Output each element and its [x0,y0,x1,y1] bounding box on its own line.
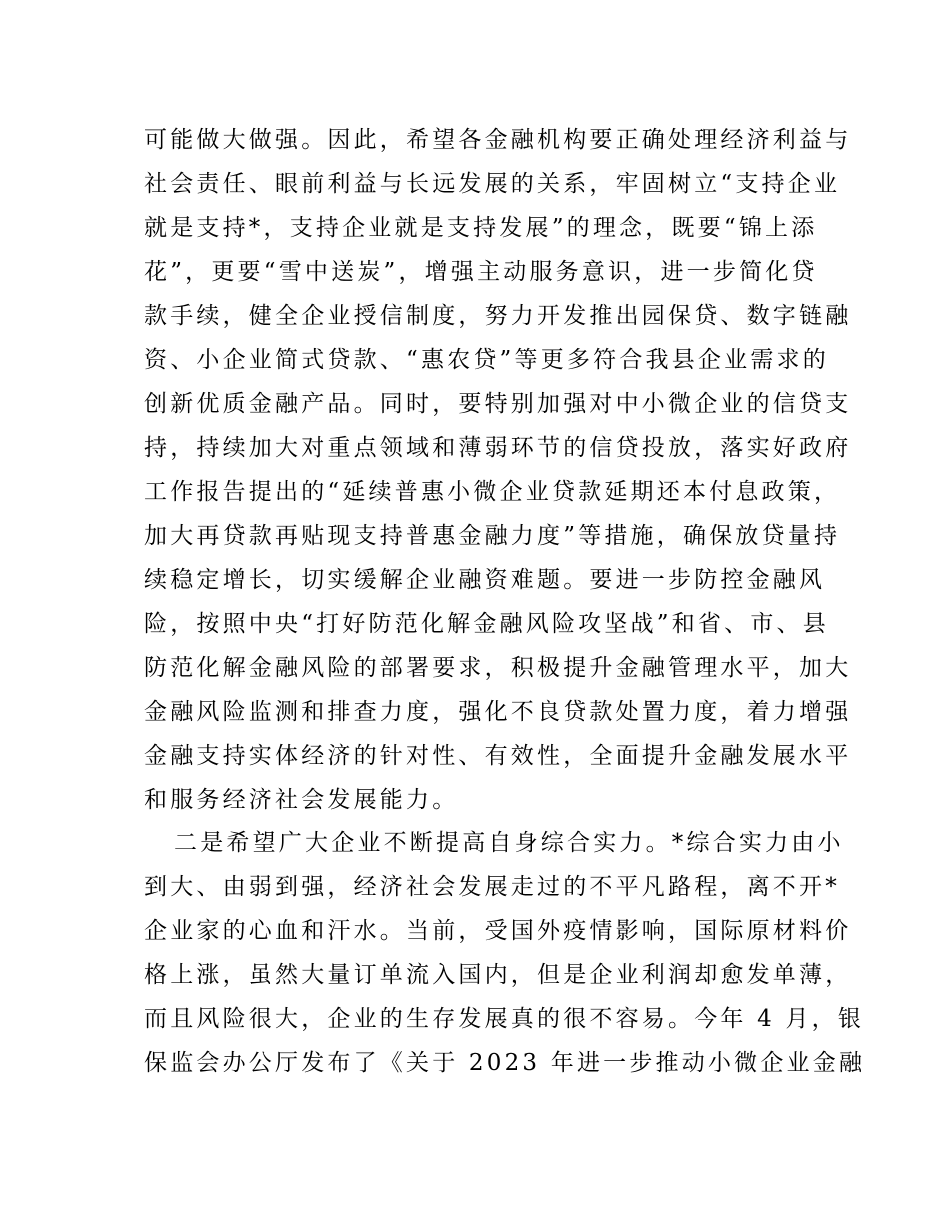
text-line: 而且风险很大，企业的生存发展真的很不容易。今年 4 月，银 [144,1006,865,1032]
text-line: 企业家的心血和汗水。当前，受国外疫情影响，国际原材料价 [144,918,852,944]
text-line: 防范化解金融风险的部署要求，积极提升金融管理水平，加大 [144,655,852,681]
text-line: 就是支持*，支持企业就是支持发展”的理念，既要“锦上添 [144,215,818,241]
text-line: 社会责任、眼前利益与长远发展的关系，牢固树立“支持企业 [144,171,841,197]
text-line: 二是希望广大企业不断提高自身综合实力。*综合实力由小 [174,830,844,856]
text-line: 工作报告提出的“延续普惠小微企业贷款延期还本付息政策， [144,479,841,505]
paragraph-enterprises [144,821,866,1085]
text-line: 款手续，健全企业授信制度，努力开发推出园保贷、数字链融 [144,303,852,329]
text-line: 金融支持实体经济的针对性、有效性，全面提升金融发展水平 [144,743,852,769]
text-line: 资、小企业简式贷款、“惠农贷”等更多符合我县企业需求的 [144,347,829,373]
text-line: 可能做大做强。因此，希望各金融机构要正确处理经济利益与 [144,127,852,153]
text-line: 创新优质金融产品。同时，要特别加强对中小微企业的信贷支 [144,391,852,417]
text-line: 保监会办公厅发布了《关于 2023 年进一步推动小微企业金融 [144,1050,866,1076]
text-line: 加大再贷款再贴现支持普惠金融力度”等措施，确保放贷量持 [144,523,841,549]
text-line: 到大、由弱到强，经济社会发展走过的不平凡路程，离不开* [144,874,840,900]
text-line: 续稳定增长，切实缓解企业融资难题。要进一步防控金融风 [144,567,826,593]
text-line: 花”，更要“雪中送炭”，增强主动服务意识，进一步简化贷 [144,259,818,285]
text-line: 和服务经济社会发展能力。 [144,787,459,813]
text-line: 格上涨，虽然大量订单流入国内，但是企业利润却愈发单薄， [144,962,852,988]
text-line: 持，持续加大对重点领域和薄弱环节的信贷投放，落实好政府 [144,435,852,461]
text-line: 险，按照中央“打好防范化解金融风险攻坚战”和省、市、县 [144,611,829,637]
text-line: 金融风险监测和排查力度，强化不良贷款处置力度，着力增强 [144,699,852,725]
paragraph-finance-institutions [144,118,852,822]
